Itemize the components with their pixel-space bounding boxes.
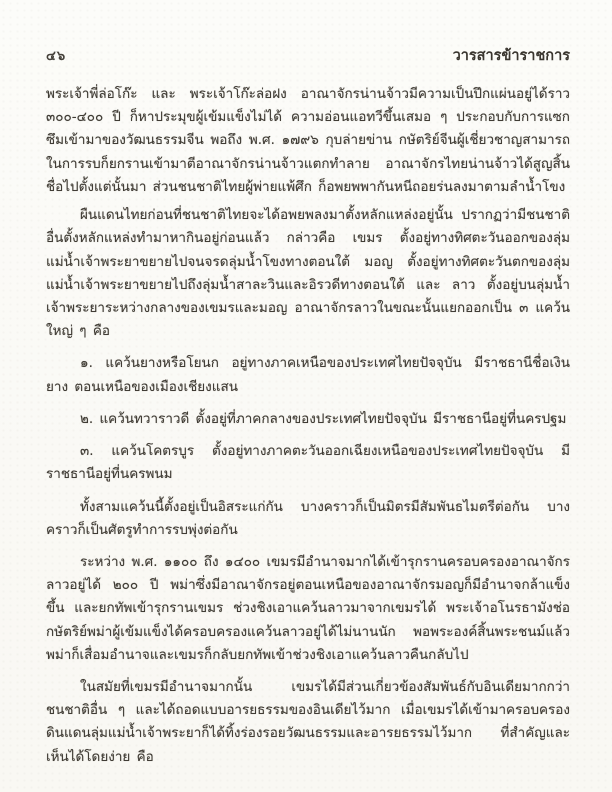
paragraph-earlier-peoples: ผืนแดนไทยก่อนที่ชนชาติไทยจะได้อพยพลงมาตั้งหลักแหล่งอยู่นั้น ปรากฏว่ามีชนชาติอื่นตั้งหลักแหล่งทำมาหากินอยู่ก่อนแล้ว กล่าวคือ เขมร ตั้งอยู่ทางทิศตะวันออกของลุ่มแม่น้ำเจ้าพระยาขยายไปจนจรดลุ่มน้ำโขงทางตอนใต้ มอญ ตั้งอยู่ทางทิศตะวันตกของลุ่มแม่น้ำเจ้าพระยาขยายไปถึงลุ่มน้ำสาละวินและอิรวดีทางตอนใต้ และ ลาว ตั้งอยู่บนลุ่มน้ำเจ้าพระยาระหว่างกลางของเขมรและมอญ อาณาจักรลาวในขณะนั้นแยกออกเป็น ๓ แคว้นใหญ่ ๆ คือ [46,207,570,340]
list-item-khotrabun: ๓. แคว้นโคตรบูร ตั้งอยู่ทางภาคตะวันออกเฉียงเหนือของประเทศไทยปัจจุบัน มีราชธานีอยู่ที่นครพนม [46,443,570,483]
paragraph-nanchao-fall: พระเจ้าพี่ล่อโก๊ะ และ พระเจ้าโก๊ะล่อฝง อาณาจักรน่านจ้าวมีความเป็นปึกแผ่นอยู่ได้ราว ๓๐๐-๔๐๐ ปี ก็หาประมุขผู้เข้มแข็งไม่ได้ ความอ่อนแอทวีขึ้นเสมอ ๆ ประกอบกับการแซกซึมเข้ามาของวัฒนธรรมจีน พอถึง พ.ศ. ๑๗๙๖ กุบล่ายข่าน กษัตริย์จีนผู้เชี่ยวชาญสามารถในการรบก็ยกรานเข้ามาตีอาณาจักรน่านจ้าวแตกทำลาย อาณาจักรไทยน่านจ้าวได้สูญสิ้นชื่อไปตั้งแต่นั้นมา ส่วนชนชาติไทยผู้พ่ายแพ้ศึก ก็อพยพพากันหนีถอยร่นลงมาตามลำน้ำโขง [46,86,570,195]
paragraph-three-states: ทั้งสามแคว้นนี้ตั้งอยู่เป็นอิสระแก่กัน บางคราวก็เป็นมิตรมีสัมพันธไมตรีต่อกัน บางคราวก็เป็นศัตรูทำการรบพุ่งต่อกัน [46,498,570,538]
list-item-yonok: ๑. แคว้นยางหรือโยนก อยู่ทางภาคเหนือของประเทศไทยปัจจุบัน มีราชธานีชื่อเงินยาง ตอนเหนือของเมืองเชียงแสน [46,355,570,395]
page-number: ๔๖ [46,49,67,64]
journal-title: วารสารข้าราชการ [452,48,570,64]
paragraph-khmer-burma-power: ระหว่าง พ.ศ. ๑๑๐๐ ถึง ๑๔๐๐ เขมรมีอำนาจมากได้เข้ารุกรานครอบครองอาณาจักรลาวอยู่ได้ ๒๐๐ ปี พม่าซึ่งมีอาณาจักรอยู่ตอนเหนือของอาณาจักรมอญก็มีอำนาจกล้าแข็งขึ้น และยกทัพเข้ารุกรานเขมร ช่วงชิงเอาแคว้นลาวมาจากเขมรได้ พระเจ้าอโนรธามังช่อ กษัตริย์พม่าผู้เข้มแข็งได้ครอบครองแคว้นลาวอยู่ได้ไม่นานนัก พอพระองค์สิ้นพระชนม์แล้ว พม่าก็เสื่อมอำนาจและเขมรก็กลับยกทัพเข้าช่วงชิงเอาแคว้นลาวคืนกลับไป [46,553,570,663]
list-item-dvaravati: ๒. แคว้นทวาราวดี ตั้งอยู่ที่ภาคกลางของประเทศไทยปัจจุบัน มีราชธานีอยู่ที่นครปฐม [80,410,567,427]
document-body [46,83,570,769]
paragraph-khmer-india-influence: ในสมัยที่เขมรมีอำนาจมากนั้น เขมรได้มีส่วนเกี่ยวข้องสัมพันธ์กับอินเดียมากกว่าชนชาติอื่น ๆ และได้ถอดแบบอารยธรรมของอินเดียไว้มาก เมื่อเขมรได้เข้ามาครอบครองดินแดนลุ่มแม่น้ำเจ้าพระยาก็ได้ทิ้งร่องรอยวัฒนธรรมและอารยธรรมไว้มาก ที่สำคัญและเห็นได้โดยง่าย คือ [46,679,570,765]
page-header [46,44,570,67]
